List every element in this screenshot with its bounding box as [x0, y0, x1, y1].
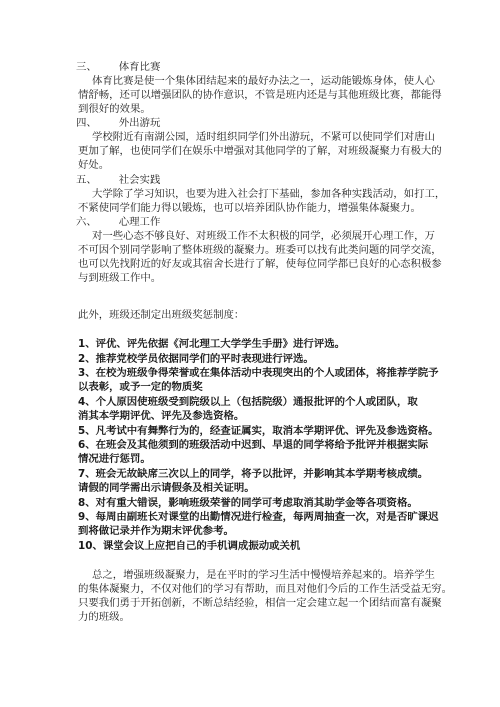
rule-item: 8、对有重大错误，影响班级荣誉的同学可考虑取消其助学金等各项资格。 [78, 497, 418, 509]
summary-line: 的集体凝聚力，不仅对他们的学习有帮助，而且对他们今后的工作生活受益无穷。 [78, 583, 453, 595]
summary-line: 只要我们勇于开拓创新，不断总结经验，相信一定会建立起一个团结而富有凝聚 [78, 597, 442, 609]
section-heading: 四、 外出游玩 [76, 117, 161, 129]
rule-item-cont: 请假的同学需出示请假条及相关证明。 [78, 482, 255, 494]
summary-line: 力的班级。 [78, 611, 130, 623]
paragraph-line: 体育比赛是使一个集体团结起来的最好办法之一，运动能锻炼身体，使人心 [92, 75, 435, 87]
paragraph-line: 大学除了学习知识，也要为进入社会打下基础，参加各种实践活动，如打工， [92, 188, 446, 200]
rule-item-cont: 消其本学期评优、评先及参选资格。 [78, 410, 245, 422]
paragraph-line: 不可因个别同学影响了整体班级的凝聚力。班委可以找有此类问题的同学交流， [78, 244, 442, 256]
rule-item: 7、班会无故缺席三次以上的同学，将予以批评，并影响其本学期考核成绩。 [78, 468, 429, 480]
rule-item: 4、个人原因使班级受到院级以上（包括院级）通报批评的个人或团队，取 [78, 396, 418, 408]
paragraph-line: 对一些心态不够良好、对班级工作不太积极的同学，必须展开心理工作，万 [92, 230, 435, 242]
paragraph-line: 学校附近有南湖公园，适时组织同学们外出游玩，不紧可以使同学们对唐山 [92, 131, 435, 143]
rule-item: 10、课堂会议上应把自己的手机调成振动或关机 [78, 540, 301, 552]
rule-item: 6、在班会及其他须到的班级活动中迟到、早退的同学将给予批评并根据实际 [78, 439, 429, 451]
paragraph-line: 不紧使同学们能力得以锻炼，也可以培养团队协作能力，增强集体凝聚力。 [78, 202, 421, 214]
paragraph-line: 也可以先找附近的好友或其宿舍长进行了解，使每位同学都已良好的心态积极参 [78, 258, 442, 270]
rules-intro: 此外，班级还制定出班级奖惩制度： [78, 309, 245, 321]
paragraph-line: 更加了解，也使同学们在娱乐中增强对其他同学的了解，对班级凝聚力有极大的 [78, 145, 442, 157]
rule-item: 2、推荐党校学员依据同学们的平时表现进行评选。 [78, 353, 314, 365]
rule-item: 5、凡考试中有舞弊行为的，经查证属实，取消本学期评优、评先及参选资格。 [78, 425, 439, 437]
rule-item: 9、每周由副班长对课堂的出勤情况进行检查，每两周抽查一次，对是否旷课迟 [78, 511, 439, 523]
rule-item: 1、评优、评先依据《河北理工大学学生手册》进行评选。 [78, 338, 345, 350]
summary-line: 总之，增强班级凝聚力，是在平时的学习生活中慢慢培养起来的。培养学生 [92, 569, 435, 581]
paragraph-line: 好处。 [78, 159, 110, 171]
section-heading: 六、 心理工作 [76, 216, 161, 228]
rule-item: 3、在校为班级争得荣誉或在集体活动中表现突出的个人或团体，将推荐学院予 [78, 367, 439, 379]
rule-item-cont: 情况进行惩罚。 [78, 453, 151, 465]
section-heading: 三、 体育比赛 [76, 61, 161, 73]
paragraph-line: 情舒畅，还可以增强团队的协作意识，不管是班内还是与其他班级比赛，都能得 [78, 89, 442, 101]
rule-item-cont: 以表彰，或予一定的物质奖 [78, 381, 203, 393]
paragraph-line: 到很好的效果。 [78, 103, 151, 115]
paragraph-line: 与到班级工作中。 [78, 272, 162, 284]
rule-item-cont: 到将做记录并作为期末评优参考。 [78, 525, 234, 537]
section-heading: 五、 社会实践 [76, 174, 161, 186]
